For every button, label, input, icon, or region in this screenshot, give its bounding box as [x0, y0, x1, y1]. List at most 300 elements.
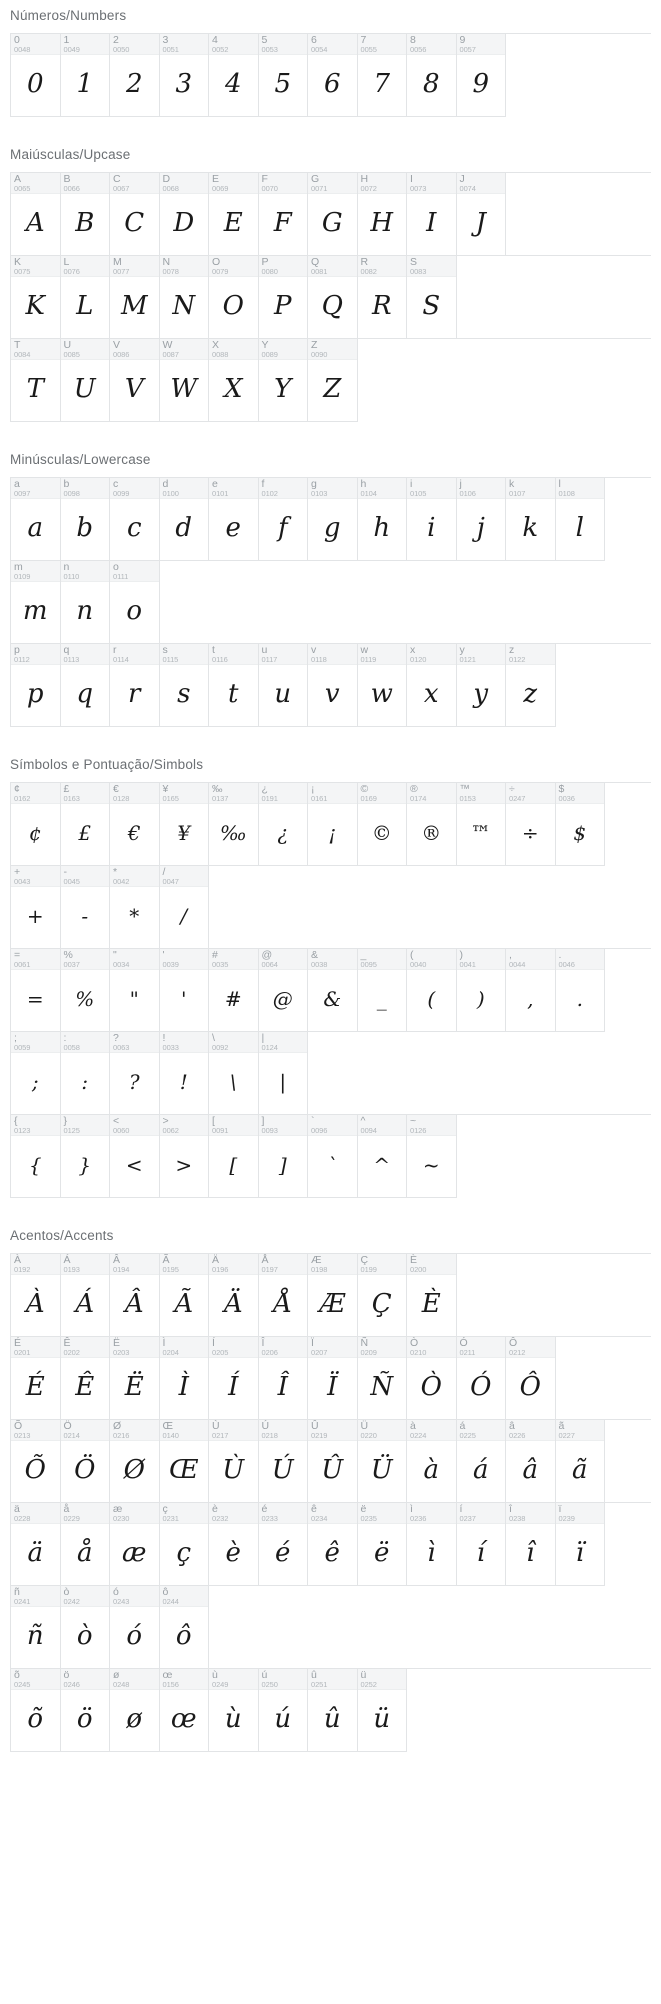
- glyph-cell[interactable]: [209, 1420, 259, 1503]
- glyph-codepoint-label: 0111: [113, 572, 129, 581]
- glyph-cell[interactable]: [259, 34, 309, 117]
- glyph-cell[interactable]: [407, 173, 457, 256]
- glyph-codepoint-label: 0059: [14, 1043, 31, 1052]
- glyph-cell[interactable]: [160, 1586, 210, 1669]
- glyph-cell[interactable]: [556, 1420, 606, 1503]
- glyph-cell[interactable]: [556, 478, 606, 561]
- glyph-cell-header: [457, 644, 506, 665]
- glyph-cell[interactable]: [160, 644, 210, 727]
- glyph-cell-header: [308, 1254, 357, 1275]
- glyph-cell[interactable]: [61, 949, 111, 1032]
- glyph-sample: m: [22, 595, 48, 626]
- glyph-cell-header: [259, 173, 308, 194]
- glyph-cell[interactable]: [308, 34, 358, 117]
- glyph-cell[interactable]: [110, 1669, 160, 1752]
- glyph-cell[interactable]: [209, 1254, 259, 1337]
- glyph-codepoint-label: 0201: [14, 1348, 31, 1357]
- glyph-char-label: ä: [14, 1503, 20, 1515]
- glyph-cell[interactable]: [506, 1337, 556, 1420]
- glyph-cell[interactable]: [358, 1254, 408, 1337]
- glyph-cell[interactable]: [308, 1503, 358, 1586]
- glyph-char-label: 7: [360, 34, 367, 46]
- glyph-char-label: V: [113, 339, 121, 351]
- glyph-sample: Ï: [327, 1371, 338, 1402]
- glyph-codepoint-label: 0153: [459, 794, 476, 803]
- glyph-cell-header: [457, 1503, 506, 1524]
- glyph-codepoint-label: 0113: [63, 655, 80, 664]
- glyph-char-label: É: [14, 1337, 22, 1349]
- glyph-char-label: ò: [63, 1586, 70, 1598]
- glyph-cell[interactable]: [407, 256, 457, 339]
- glyph-cell[interactable]: [407, 1337, 457, 1420]
- glyph-cell[interactable]: [308, 644, 358, 727]
- glyph-cell[interactable]: [358, 34, 408, 117]
- glyph-cell[interactable]: [259, 256, 309, 339]
- glyph-char-label: n: [63, 561, 70, 573]
- glyph-codepoint-label: 0243: [113, 1597, 130, 1606]
- glyph-cell[interactable]: [308, 1337, 358, 1420]
- glyph-char-label: é: [261, 1503, 268, 1515]
- glyph-sample: N: [172, 290, 196, 321]
- glyph-char-label: ®: [410, 783, 418, 795]
- glyph-cell[interactable]: [160, 34, 210, 117]
- glyph-sample: q: [76, 678, 94, 709]
- glyph-cell[interactable]: [506, 1503, 556, 1586]
- glyph-cell[interactable]: [457, 644, 507, 727]
- glyph-char-label: 6: [311, 34, 317, 46]
- glyph-cell[interactable]: [457, 173, 507, 256]
- glyph-cell[interactable]: [358, 1503, 408, 1586]
- glyph-cell[interactable]: [160, 783, 210, 866]
- glyph-sample: ": [129, 986, 139, 1011]
- glyph-cell[interactable]: [110, 1032, 160, 1115]
- glyph-cell[interactable]: [160, 949, 210, 1032]
- glyph-cell[interactable]: [209, 478, 259, 561]
- glyph-cell[interactable]: [160, 866, 210, 949]
- glyph-codepoint-label: 0218: [261, 1431, 278, 1440]
- glyph-cell-header: [11, 34, 60, 55]
- glyph-cell[interactable]: [11, 1586, 61, 1669]
- glyph-sample: #: [224, 986, 242, 1011]
- glyph-cell[interactable]: [160, 1420, 210, 1503]
- glyph-cell[interactable]: [11, 1669, 61, 1752]
- glyph-codepoint-label: 0216: [113, 1431, 130, 1440]
- glyph-cell[interactable]: [11, 1032, 61, 1115]
- glyph-cell[interactable]: [358, 173, 408, 256]
- glyph-cell[interactable]: [61, 478, 111, 561]
- glyph-cell[interactable]: [308, 339, 358, 422]
- glyph-codepoint-label: 0210: [410, 1348, 427, 1357]
- glyph-cell-header: [160, 34, 209, 55]
- glyph-char-label: Í: [212, 1337, 215, 1349]
- glyph-cell[interactable]: [407, 644, 457, 727]
- glyph-cell[interactable]: [11, 561, 61, 644]
- glyph-cell[interactable]: [209, 949, 259, 1032]
- glyph-cell[interactable]: [209, 1115, 259, 1198]
- glyph-row: [10, 255, 651, 339]
- glyph-cell[interactable]: [209, 1669, 259, 1752]
- glyph-cell[interactable]: [209, 34, 259, 117]
- glyph-cell-header: [259, 1669, 308, 1690]
- glyph-cell[interactable]: [110, 1503, 160, 1586]
- glyph-cell[interactable]: [308, 173, 358, 256]
- glyph-codepoint-label: 0191: [261, 794, 278, 803]
- glyph-cell[interactable]: [457, 949, 507, 1032]
- glyph-cell[interactable]: [358, 256, 408, 339]
- glyph-cell[interactable]: [11, 1254, 61, 1337]
- glyph-cell-header: [61, 1115, 110, 1136]
- glyph-char-label: R: [360, 256, 369, 268]
- glyph-cell[interactable]: [457, 783, 507, 866]
- glyph-char-label: ': [162, 949, 165, 961]
- glyph-char-label: ~: [410, 1115, 417, 1127]
- glyph-sample: d: [175, 512, 193, 543]
- glyph-cell[interactable]: [308, 1669, 358, 1752]
- glyph-cell-header: [160, 866, 209, 887]
- glyph-cell-header: [11, 866, 60, 887]
- glyph-char-label: £: [63, 783, 70, 795]
- glyph-cell[interactable]: [457, 478, 507, 561]
- glyph-cell[interactable]: [358, 1420, 408, 1503]
- glyph-char-label: ö: [63, 1669, 70, 1681]
- glyph-codepoint-label: 0069: [212, 184, 229, 193]
- glyph-cell-header: [457, 34, 506, 55]
- glyph-cell-header: [407, 1254, 456, 1275]
- glyph-cell-header: [407, 644, 456, 665]
- glyph-char-label: O: [212, 256, 221, 268]
- glyph-cell[interactable]: [506, 949, 556, 1032]
- glyph-cell[interactable]: [110, 339, 160, 422]
- glyph-cell[interactable]: [61, 1254, 111, 1337]
- glyph-cell[interactable]: [61, 644, 111, 727]
- glyph-cell[interactable]: [209, 1337, 259, 1420]
- glyph-cell[interactable]: [11, 256, 61, 339]
- glyph-cell[interactable]: [61, 1586, 111, 1669]
- glyph-cell[interactable]: [556, 783, 606, 866]
- glyph-sample: +: [26, 903, 44, 928]
- glyph-sample: ò: [76, 1620, 93, 1651]
- glyph-cell-header: [358, 478, 407, 499]
- glyph-sample: Ö: [74, 1454, 96, 1485]
- glyph-cell[interactable]: [110, 1115, 160, 1198]
- glyph-cell[interactable]: [259, 173, 309, 256]
- glyph-cell[interactable]: [358, 644, 408, 727]
- glyph-cell[interactable]: [209, 644, 259, 727]
- glyph-cell[interactable]: [308, 478, 358, 561]
- glyph-cell[interactable]: [110, 173, 160, 256]
- glyph-cell[interactable]: [11, 949, 61, 1032]
- glyph-cell-header: [358, 1337, 407, 1358]
- glyph-cell[interactable]: [110, 644, 160, 727]
- glyph-cell[interactable]: [209, 339, 259, 422]
- glyph-cell[interactable]: [259, 949, 309, 1032]
- glyph-sample: O: [222, 290, 244, 321]
- glyph-cell[interactable]: [209, 1503, 259, 1586]
- glyph-cell-header: [407, 478, 456, 499]
- glyph-cell[interactable]: [407, 1115, 457, 1198]
- glyph-sample: V: [124, 373, 144, 404]
- glyph-cell-header: [160, 949, 209, 970]
- glyph-cell[interactable]: [11, 783, 61, 866]
- glyph-codepoint-label: 0105: [410, 489, 427, 498]
- glyph-cell[interactable]: [160, 1337, 210, 1420]
- glyph-sample: g: [323, 512, 341, 543]
- glyph-cell[interactable]: [556, 1503, 606, 1586]
- glyph-cell[interactable]: [358, 1669, 408, 1752]
- glyph-char-label: 5: [261, 34, 268, 46]
- glyph-char-label: 0: [14, 34, 20, 46]
- glyph-char-label: a: [14, 478, 20, 490]
- glyph-cell-header: [457, 173, 506, 194]
- glyph-sample: æ: [122, 1537, 147, 1568]
- glyph-codepoint-label: 0252: [360, 1680, 377, 1689]
- glyph-codepoint-label: 0086: [113, 350, 130, 359]
- glyph-char-label: (: [410, 949, 414, 961]
- glyph-cell-header: [506, 1337, 555, 1358]
- glyph-cell[interactable]: [259, 478, 309, 561]
- glyph-sample: Y: [274, 373, 292, 404]
- glyph-row: [10, 782, 651, 949]
- glyph-cell[interactable]: [61, 866, 111, 949]
- glyph-char-label: Q: [311, 256, 320, 268]
- glyph-cell[interactable]: [209, 173, 259, 256]
- glyph-cell[interactable]: [61, 561, 111, 644]
- glyph-cell[interactable]: [61, 1337, 111, 1420]
- glyph-cell[interactable]: [259, 1337, 309, 1420]
- glyph-cell[interactable]: [160, 1254, 210, 1337]
- glyph-cell[interactable]: [11, 478, 61, 561]
- glyph-cell[interactable]: [160, 173, 210, 256]
- glyph-char-label: ã: [558, 1420, 565, 1432]
- glyph-cell[interactable]: [110, 34, 160, 117]
- glyph-sample: .: [576, 986, 583, 1011]
- glyph-sample: Œ: [168, 1454, 199, 1485]
- glyph-cell-header: [61, 256, 110, 277]
- glyph-sample: a: [27, 512, 43, 543]
- glyph-char-label: {: [14, 1115, 18, 1127]
- glyph-cell[interactable]: [457, 1337, 507, 1420]
- glyph-cell[interactable]: [110, 478, 160, 561]
- glyph-cell[interactable]: [358, 783, 408, 866]
- glyph-cell[interactable]: [506, 644, 556, 727]
- glyph-cell[interactable]: [61, 173, 111, 256]
- glyph-char-label: ü: [360, 1669, 367, 1681]
- glyph-cell[interactable]: [209, 256, 259, 339]
- glyph-cell[interactable]: [259, 1669, 309, 1752]
- glyph-codepoint-label: 0193: [63, 1265, 80, 1274]
- glyph-cell[interactable]: [11, 1337, 61, 1420]
- glyph-cell[interactable]: [11, 173, 61, 256]
- glyph-cell[interactable]: [61, 1503, 111, 1586]
- glyph-cell[interactable]: [308, 1254, 358, 1337]
- glyph-cell[interactable]: [110, 561, 160, 644]
- glyph-codepoint-label: 0083: [410, 267, 427, 276]
- glyph-cell-header: [11, 949, 60, 970]
- glyph-cell[interactable]: [358, 1337, 408, 1420]
- section-title: Maiúsculas/Upcase: [10, 147, 131, 162]
- glyph-char-label: À: [14, 1254, 22, 1266]
- glyph-cell[interactable]: [506, 1420, 556, 1503]
- glyph-cell[interactable]: [160, 1115, 210, 1198]
- glyph-cell[interactable]: [506, 478, 556, 561]
- glyph-codepoint-label: 0058: [63, 1043, 80, 1052]
- glyph-cell[interactable]: [61, 1669, 111, 1752]
- glyph-cell[interactable]: [11, 644, 61, 727]
- glyph-cell[interactable]: [209, 783, 259, 866]
- glyph-row: [10, 1502, 651, 1669]
- glyph-codepoint-label: 0053: [261, 45, 278, 54]
- glyph-cell[interactable]: [110, 1337, 160, 1420]
- glyph-codepoint-label: 0050: [113, 45, 130, 54]
- glyph-cell[interactable]: [407, 949, 457, 1032]
- glyph-cell-header: [160, 1337, 209, 1358]
- glyph-cell[interactable]: [110, 783, 160, 866]
- glyph-codepoint-label: 0045: [63, 877, 80, 886]
- glyph-codepoint-label: 0094: [360, 1126, 377, 1135]
- glyph-char-label: Y: [261, 339, 269, 351]
- glyph-cell[interactable]: [11, 1503, 61, 1586]
- glyph-codepoint-label: 0137: [212, 794, 229, 803]
- glyph-codepoint-label: 0196: [212, 1265, 229, 1274]
- glyph-cell[interactable]: [308, 949, 358, 1032]
- glyph-cell[interactable]: [61, 1420, 111, 1503]
- glyph-cell-header: [11, 561, 60, 582]
- glyph-cell-header: [556, 783, 605, 804]
- glyph-cell[interactable]: [308, 1420, 358, 1503]
- glyph-cell-header: [209, 1669, 258, 1690]
- glyph-char-label: à: [410, 1420, 416, 1432]
- glyph-cell[interactable]: [61, 34, 111, 117]
- glyph-cell[interactable]: [61, 1115, 111, 1198]
- glyph-cell[interactable]: [407, 783, 457, 866]
- glyph-char-label: Œ: [162, 1420, 173, 1432]
- glyph-cell[interactable]: [259, 1115, 309, 1198]
- glyph-sample: Ë: [124, 1371, 144, 1402]
- glyph-sample: 3: [175, 68, 193, 99]
- glyph-codepoint-label: 0100: [162, 489, 179, 498]
- glyph-char-label: Ä: [212, 1254, 220, 1266]
- glyph-cell[interactable]: [11, 1420, 61, 1503]
- glyph-sample: *: [129, 903, 140, 928]
- glyph-codepoint-label: 0194: [113, 1265, 130, 1274]
- glyph-cell[interactable]: [160, 1032, 210, 1115]
- glyph-cell[interactable]: [11, 866, 61, 949]
- glyph-cell[interactable]: [407, 34, 457, 117]
- glyph-cell[interactable]: [358, 949, 408, 1032]
- glyph-cell[interactable]: [358, 1115, 408, 1198]
- glyph-cell-header: [209, 173, 258, 194]
- glyph-sample: o: [126, 595, 143, 626]
- glyph-sample: u: [274, 678, 292, 709]
- glyph-cell[interactable]: [110, 949, 160, 1032]
- glyph-cell[interactable]: [11, 339, 61, 422]
- glyph-sample: Í: [228, 1371, 239, 1402]
- glyph-cell[interactable]: [209, 1032, 259, 1115]
- glyph-cell[interactable]: [61, 256, 111, 339]
- glyph-cell-header: [160, 256, 209, 277]
- glyph-codepoint-label: 0235: [360, 1514, 377, 1523]
- glyph-cell[interactable]: [556, 949, 606, 1032]
- glyph-cell[interactable]: [160, 478, 210, 561]
- glyph-cell[interactable]: [110, 1254, 160, 1337]
- glyph-cell-header: [110, 1032, 159, 1053]
- glyph-cell[interactable]: [11, 34, 61, 117]
- glyph-cell[interactable]: [110, 866, 160, 949]
- glyph-sample: E: [223, 207, 243, 238]
- glyph-cell[interactable]: [259, 1032, 309, 1115]
- glyph-cell[interactable]: [259, 644, 309, 727]
- glyph-codepoint-label: 0209: [360, 1348, 377, 1357]
- glyph-sample: é: [275, 1537, 291, 1568]
- glyph-sample: î: [526, 1537, 535, 1568]
- glyph-cell[interactable]: [160, 339, 210, 422]
- glyph-cell[interactable]: [407, 478, 457, 561]
- glyph-cell[interactable]: [110, 1420, 160, 1503]
- glyph-cell[interactable]: [160, 256, 210, 339]
- glyph-codepoint-label: 0217: [212, 1431, 229, 1440]
- glyph-cell[interactable]: [407, 1503, 457, 1586]
- glyph-cell-header: [11, 1669, 60, 1690]
- glyph-cell[interactable]: [457, 1503, 507, 1586]
- glyph-cell[interactable]: [61, 339, 111, 422]
- glyph-cell[interactable]: [259, 783, 309, 866]
- glyph-cell[interactable]: [506, 783, 556, 866]
- glyph-char-label: !: [162, 1032, 166, 1044]
- glyph-sample: t: [228, 678, 239, 709]
- glyph-codepoint-label: 0205: [212, 1348, 229, 1357]
- glyph-char-label: L: [63, 256, 70, 268]
- glyph-cell[interactable]: [61, 1032, 111, 1115]
- glyph-cell[interactable]: [110, 256, 160, 339]
- glyph-cell[interactable]: [308, 1115, 358, 1198]
- glyph-cell[interactable]: [457, 1420, 507, 1503]
- glyph-codepoint-label: 0075: [14, 267, 31, 276]
- glyph-codepoint-label: 0101: [212, 489, 229, 498]
- glyph-sample: Z: [323, 373, 342, 404]
- glyph-cell[interactable]: [259, 1503, 309, 1586]
- glyph-cell[interactable]: [308, 783, 358, 866]
- glyph-cell[interactable]: [259, 1420, 309, 1503]
- glyph-char-label: G: [311, 173, 320, 185]
- glyph-cell[interactable]: [407, 1254, 457, 1337]
- glyph-cell[interactable]: [358, 478, 408, 561]
- glyph-sample: w: [370, 678, 393, 709]
- glyph-cell-header: [110, 1337, 159, 1358]
- glyph-sample: 2: [125, 68, 143, 99]
- glyph-cell[interactable]: [457, 34, 507, 117]
- glyph-cell[interactable]: [160, 1669, 210, 1752]
- glyph-cell[interactable]: [61, 783, 111, 866]
- glyph-cell[interactable]: [259, 1254, 309, 1337]
- glyph-codepoint-label: 0117: [261, 655, 278, 664]
- glyph-sample: ¿: [277, 820, 289, 845]
- glyph-cell[interactable]: [308, 256, 358, 339]
- glyph-cell-header: [11, 644, 60, 665]
- glyph-char-label: Z: [311, 339, 318, 351]
- glyph-char-label: `: [311, 1115, 315, 1127]
- glyph-cell-header: [358, 1254, 407, 1275]
- glyph-cell-header: [457, 1337, 506, 1358]
- glyph-cell[interactable]: [160, 1503, 210, 1586]
- glyph-char-label: 8: [410, 34, 416, 46]
- glyph-char-label: s: [162, 644, 168, 656]
- glyph-codepoint-label: 0079: [212, 267, 229, 276]
- glyph-sample: Ä: [223, 1288, 243, 1319]
- glyph-cell[interactable]: [110, 1586, 160, 1669]
- glyph-cell[interactable]: [259, 339, 309, 422]
- glyph-cell[interactable]: [407, 1420, 457, 1503]
- glyph-cell[interactable]: [11, 1115, 61, 1198]
